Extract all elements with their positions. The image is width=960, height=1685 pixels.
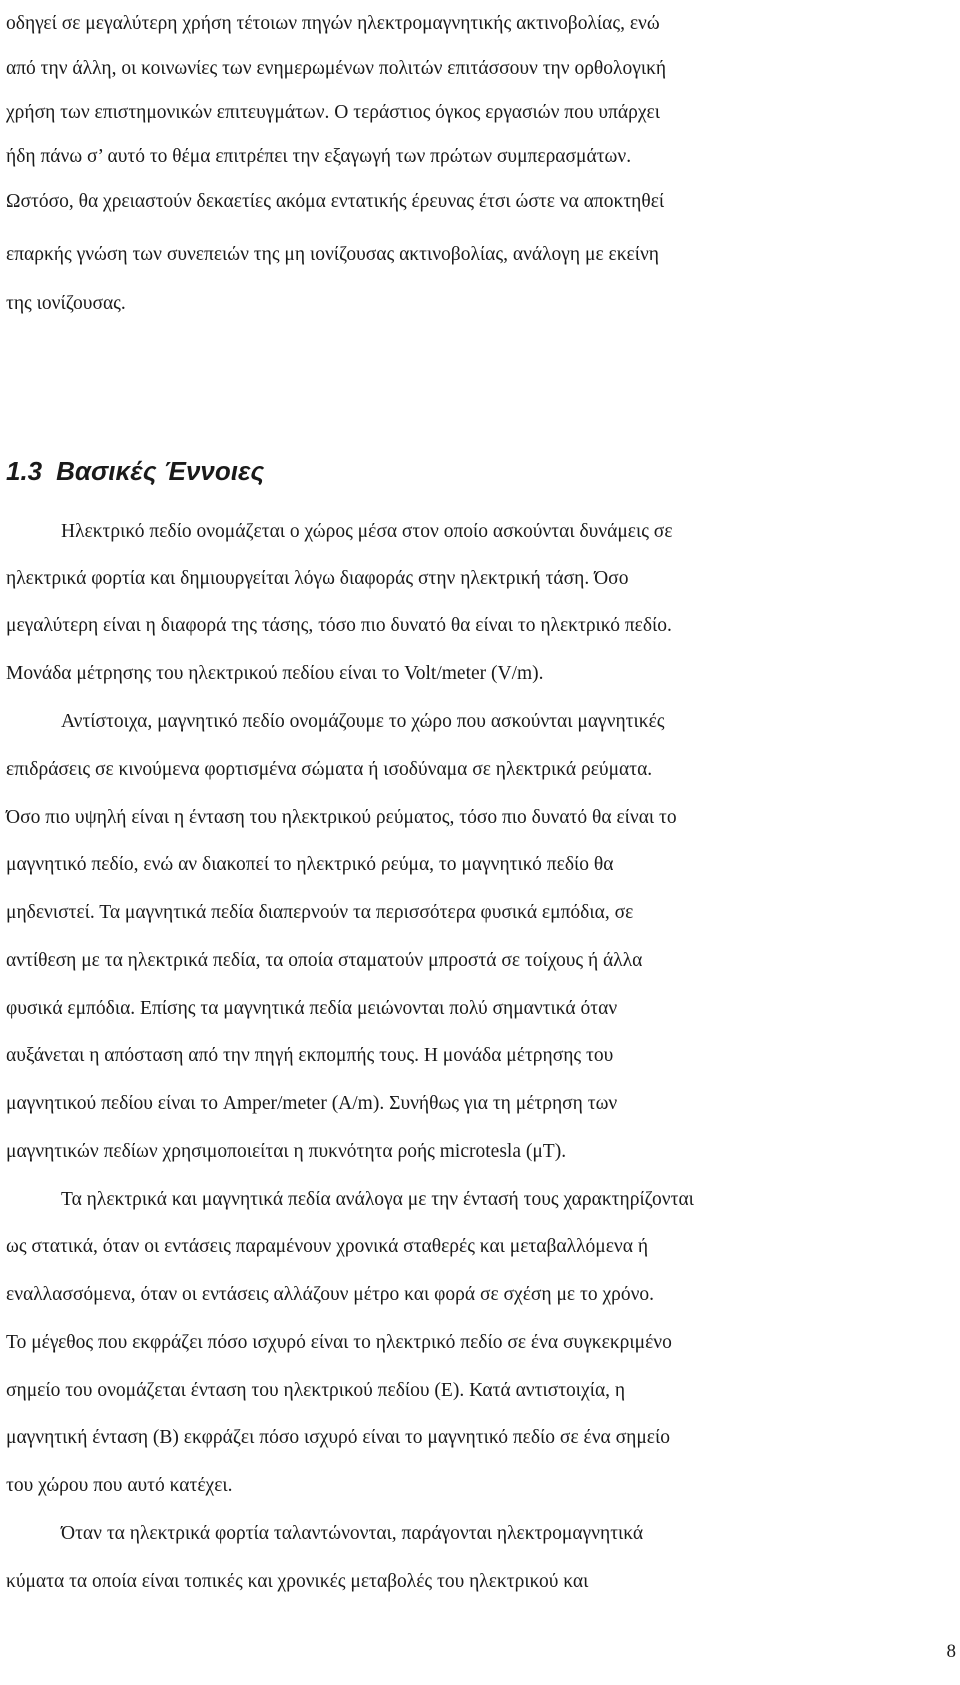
text-line: μαγνητικό πεδίο, ενώ αν διακοπεί το ηλεκτρικό ρεύμα, το μαγνητικό πεδίο θα — [6, 854, 614, 875]
text-line: μεγαλύτερη είναι η διαφορά της τάσης, τόσο πιο δυνατό θα είναι το ηλεκτρικό πεδίο. — [6, 615, 672, 636]
text-line: ηλεκτρικά φορτία και δημιουργείται λόγω διαφοράς στην ηλεκτρική τάση. Όσο — [6, 568, 629, 589]
text-line: Μονάδα μέτρησης του ηλεκτρικού πεδίου είναι το Volt/meter (V/m). — [6, 663, 544, 684]
text-line: φυσικά εμπόδια. Επίσης τα μαγνητικά πεδία μειώνονται πολύ σημαντικά όταν — [6, 998, 618, 1019]
text-line: αντίθεση με τα ηλεκτρικά πεδία, τα οποία σταματούν μπροστά σε τοίχους ή άλλα — [6, 950, 643, 971]
text-line: οδηγεί σε μεγαλύτερη χρήση τέτοιων πηγών ηλεκτρομαγνητικής ακτινοβολίας, ενώ — [6, 13, 660, 34]
text-line: Όσο πιο υψηλή είναι η ένταση του ηλεκτρικού ρεύματος, τόσο πιο δυνατό θα είναι το — [6, 807, 677, 828]
section-number: 1.3 — [6, 456, 43, 486]
text-line: Το μέγεθος που εκφράζει πόσο ισχυρό είναι το ηλεκτρικό πεδίο σε ένα συγκεκριμένο — [6, 1332, 672, 1353]
text-line: επαρκής γνώση των συνεπειών της μη ιονίζουσας ακτινοβολίας, ανάλογη με εκείνη — [6, 244, 659, 265]
text-line: Ηλεκτρικό πεδίο ονομάζεται ο χώρος μέσα στον οποίο ασκούνται δυνάμεις σε — [61, 521, 673, 542]
section-title: Βασικές Έννοιες — [56, 456, 265, 486]
text-line: κύματα τα οποία είναι τοπικές και χρονικές μεταβολές του ηλεκτρικού και — [6, 1571, 589, 1592]
page-number: 8 — [946, 1641, 956, 1662]
text-line: από την άλλη, οι κοινωνίες των ενημερωμένων πολιτών επιτάσσουν την ορθολογική — [6, 58, 667, 79]
text-line: Ωστόσο, θα χρειαστούν δεκαετίες ακόμα εντατικής έρευνας έτσι ώστε να αποκτηθεί — [6, 191, 665, 212]
text-line: Αντίστοιχα, μαγνητικό πεδίο ονομάζουμε το χώρο που ασκούνται μαγνητικές — [61, 711, 665, 732]
text-line: μαγνητική ένταση (B) εκφράζει πόσο ισχυρό είναι το μαγνητικό πεδίο σε ένα σημείο — [6, 1427, 670, 1448]
section-heading — [6, 458, 264, 484]
text-line: της ιονίζουσας. — [6, 293, 126, 314]
text-line: επιδράσεις σε κινούμενα φορτισμένα σώματα ή ισοδύναμα σε ηλεκτρικά ρεύματα. — [6, 759, 653, 780]
text-line: εναλλασσόμενα, όταν οι εντάσεις αλλάζουν μέτρο και φορά σε σχέση με το χρόνο. — [6, 1284, 655, 1305]
text-line: σημείο του ονομάζεται ένταση του ηλεκτρικού πεδίου (E). Κατά αντιστοιχία, η — [6, 1380, 626, 1401]
text-line: Τα ηλεκτρικά και μαγνητικά πεδία ανάλογα με την έντασή τους χαρακτηρίζονται — [61, 1189, 694, 1210]
text-line: μαγνητικού πεδίου είναι το Amper/meter (A/m). Συνήθως για τη μέτρηση των — [6, 1093, 618, 1114]
text-line: μηδενιστεί. Τα μαγνητικά πεδία διαπερνούν τα περισσότερα φυσικά εμπόδια, σε — [6, 902, 634, 923]
text-line: του χώρου που αυτό κατέχει. — [6, 1475, 233, 1496]
text-line: ως στατικά, όταν οι εντάσεις παραμένουν χρονικά σταθερές και μεταβαλλόμενα ή — [6, 1236, 649, 1257]
text-line: αυξάνεται η απόσταση από την πηγή εκπομπής τους. Η μονάδα μέτρησης του — [6, 1045, 614, 1066]
text-line: Όταν τα ηλεκτρικά φορτία ταλαντώνονται, παράγονται ηλεκτρομαγνητικά — [61, 1523, 644, 1544]
text-line: ήδη πάνω σ’ αυτό το θέμα επιτρέπει την εξαγωγή των πρώτων συμπερασμάτων. — [6, 146, 632, 167]
text-line: χρήση των επιστημονικών επιτευγμάτων. Ο τεράστιος όγκος εργασιών που υπάρχει — [6, 102, 660, 123]
text-line: μαγνητικών πεδίων χρησιμοποιείται η πυκνότητα ροής microtesla (μT). — [6, 1141, 567, 1162]
